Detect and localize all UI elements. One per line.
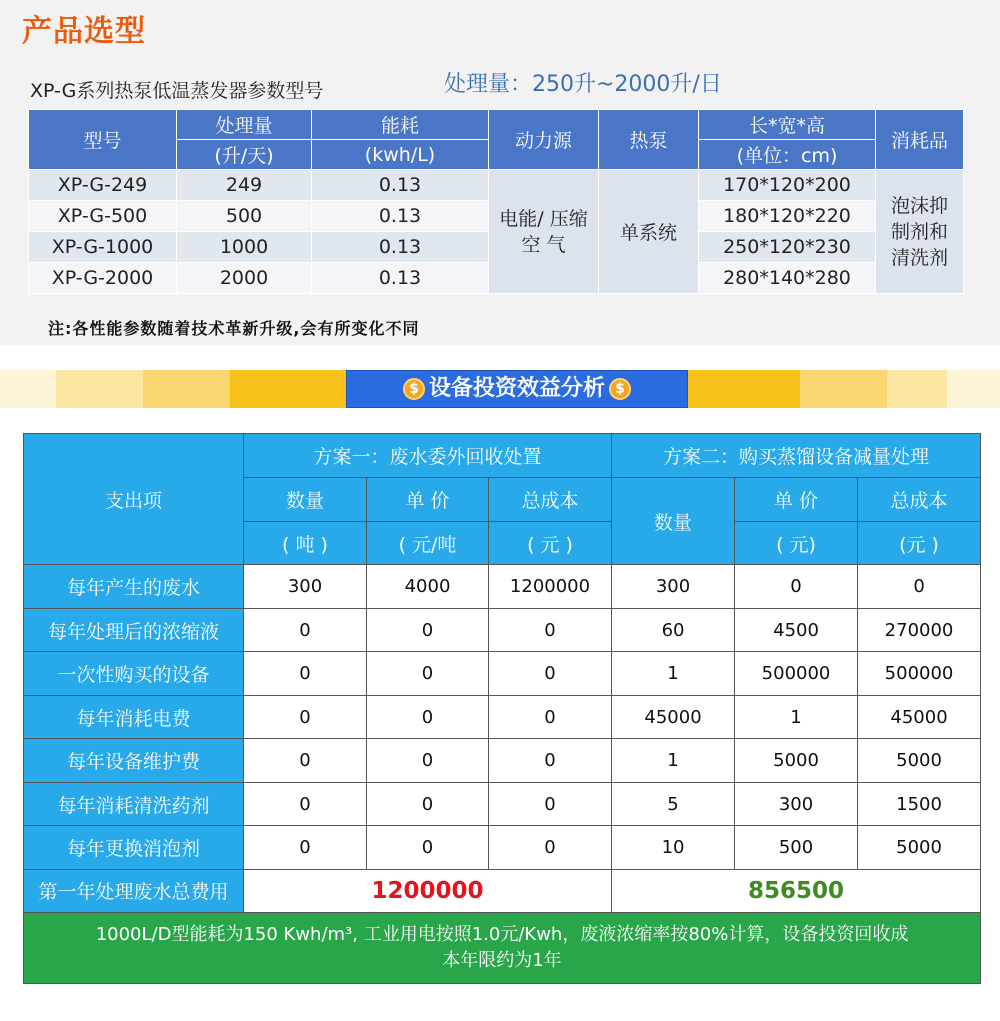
cell-a-price: 0 xyxy=(367,782,489,825)
cell-a-qty: 0 xyxy=(244,608,367,651)
cell-b-qty: 10 xyxy=(612,826,735,869)
cell-b-total: 1500 xyxy=(858,782,981,825)
cell-model: XP-G-1000 xyxy=(29,232,177,263)
banner-title xyxy=(347,371,687,407)
capacity-range: 处理量：250升~2000升/日 xyxy=(444,72,722,97)
header-plan-b: 方案二：购买蒸馏设备减量处理 xyxy=(612,434,981,478)
cell-b-total: 45000 xyxy=(858,695,981,738)
power-source-line2: 空 气 xyxy=(521,233,566,256)
cell-dimension: 280*140*280 xyxy=(699,263,876,294)
cell-a-qty: 0 xyxy=(244,782,367,825)
investment-analysis-table xyxy=(23,433,981,984)
header-model: 型号 xyxy=(29,110,177,170)
cell-a-total: 0 xyxy=(489,608,612,651)
table-row xyxy=(24,739,981,782)
header-a-price-unit: ( 元/吨 xyxy=(367,521,489,564)
cell-energy: 0.13 xyxy=(312,201,489,232)
banner-title-text: 设备投资效益分析 xyxy=(428,376,605,401)
cell-model: XP-G-500 xyxy=(29,201,177,232)
row-label: 每年产生的废水 xyxy=(24,565,244,608)
table-row xyxy=(24,608,981,651)
table-row xyxy=(24,652,981,695)
header-a-total: 总成本 xyxy=(489,478,612,521)
banner-stripe xyxy=(56,370,143,408)
cell-b-qty: 1 xyxy=(612,652,735,695)
banner-stripe xyxy=(688,370,800,408)
total-label: 第一年处理废水总费用 xyxy=(24,869,244,912)
plan-header-row xyxy=(24,434,981,478)
header-energy-unit: (kwh/L) xyxy=(312,140,489,170)
cell-a-qty: 0 xyxy=(244,826,367,869)
cell-b-total: 0 xyxy=(858,565,981,608)
cell-b-price: 5000 xyxy=(735,739,858,782)
cell-a-price: 0 xyxy=(367,739,489,782)
cell-b-total: 500000 xyxy=(858,652,981,695)
header-dimension-unit: (单位：cm) xyxy=(699,140,876,170)
cell-capacity: 500 xyxy=(177,201,312,232)
cell-energy: 0.13 xyxy=(312,263,489,294)
header-b-total-unit: (元 ) xyxy=(858,521,981,564)
footnote-line2: 本年限约为1年 xyxy=(442,950,562,972)
cell-a-total: 0 xyxy=(489,695,612,738)
banner-stripe xyxy=(800,370,887,408)
header-heat-pump: 热泵 xyxy=(599,110,699,170)
cell-b-qty: 60 xyxy=(612,608,735,651)
page-title: 产品选型 xyxy=(22,14,146,49)
cell-capacity: 1000 xyxy=(177,232,312,263)
header-b-qty: 数量 xyxy=(612,478,735,565)
total-row xyxy=(24,869,981,912)
banner-stripe xyxy=(143,370,230,408)
total-plan-a: 1200000 xyxy=(244,869,612,912)
header-capacity-unit: (升/天) xyxy=(177,140,312,170)
consumables-line1: 泡沫抑 xyxy=(890,194,948,217)
cell-a-price: 0 xyxy=(367,608,489,651)
cell-power-source xyxy=(489,170,599,294)
cell-b-total: 5000 xyxy=(858,826,981,869)
parameter-note: 注:各性能参数随着技术革新升级,会有所变化不同 xyxy=(48,319,420,338)
cell-b-price: 500000 xyxy=(735,652,858,695)
spec-table xyxy=(28,109,964,294)
header-a-qty-unit: ( 吨 ) xyxy=(244,521,367,564)
cell-b-price: 500 xyxy=(735,826,858,869)
table-row xyxy=(24,565,981,608)
cell-a-qty: 0 xyxy=(244,652,367,695)
cell-energy: 0.13 xyxy=(312,170,489,201)
cell-b-price: 1 xyxy=(735,695,858,738)
cell-a-price: 0 xyxy=(367,652,489,695)
header-expense-item: 支出项 xyxy=(24,434,244,565)
total-plan-b: 856500 xyxy=(612,869,981,912)
cell-consumables xyxy=(876,170,964,294)
spec-header-row xyxy=(29,110,964,140)
cell-b-total: 270000 xyxy=(858,608,981,651)
banner-stripe xyxy=(230,370,346,408)
row-label: 每年消耗清洗药剂 xyxy=(24,782,244,825)
header-b-total: 总成本 xyxy=(858,478,981,521)
banner-title-box xyxy=(346,370,688,408)
cell-a-total: 1200000 xyxy=(489,565,612,608)
series-subtitle: XP-G系列热泵低温蒸发器参数型号 xyxy=(30,80,324,102)
row-label: 每年更换消泡剂 xyxy=(24,826,244,869)
coin-icon: $ xyxy=(403,378,425,400)
row-label: 每年处理后的浓缩液 xyxy=(24,608,244,651)
row-label: 每年消耗电费 xyxy=(24,695,244,738)
consumables-line2: 制剂和 xyxy=(890,220,948,243)
cell-model: XP-G-2000 xyxy=(29,263,177,294)
cell-b-qty: 1 xyxy=(612,739,735,782)
row-label: 一次性购买的设备 xyxy=(24,652,244,695)
header-capacity: 处理量 xyxy=(177,110,312,140)
header-dimension: 长*宽*高 xyxy=(699,110,876,140)
banner-stripe xyxy=(887,370,947,408)
cell-b-qty: 300 xyxy=(612,565,735,608)
cell-b-total: 5000 xyxy=(858,739,981,782)
cell-dimension: 180*120*220 xyxy=(699,201,876,232)
cell-b-qty: 45000 xyxy=(612,695,735,738)
product-selection-section xyxy=(0,0,1000,345)
cell-a-qty: 300 xyxy=(244,565,367,608)
header-b-price: 单 价 xyxy=(735,478,858,521)
cell-model: XP-G-249 xyxy=(29,170,177,201)
cell-b-qty: 5 xyxy=(612,782,735,825)
cell-b-price: 300 xyxy=(735,782,858,825)
cell-a-total: 0 xyxy=(489,782,612,825)
cell-a-total: 0 xyxy=(489,652,612,695)
footnote-line1: 1000L/D型能耗为150 Kwh/m³, 工业用电按照1.0元/Kwh，废液浓缩率按80%计算，设备投资回收成 xyxy=(95,924,909,946)
footnote-row xyxy=(24,913,981,984)
cell-a-price: 4000 xyxy=(367,565,489,608)
header-plan-a: 方案一：废水委外回收处置 xyxy=(244,434,612,478)
cell-a-qty: 0 xyxy=(244,739,367,782)
cell-dimension: 170*120*200 xyxy=(699,170,876,201)
header-a-price: 单 价 xyxy=(367,478,489,521)
cell-a-total: 0 xyxy=(489,739,612,782)
footnote xyxy=(24,913,981,984)
cell-a-price: 0 xyxy=(367,826,489,869)
cell-b-price: 0 xyxy=(735,565,858,608)
cell-b-price: 4500 xyxy=(735,608,858,651)
banner-stripe xyxy=(947,370,1000,408)
banner-stripe xyxy=(0,370,56,408)
coin-icon: $ xyxy=(609,378,631,400)
cell-dimension: 250*120*230 xyxy=(699,232,876,263)
table-row xyxy=(29,170,964,201)
table-row xyxy=(24,826,981,869)
consumables-line3: 清洗剂 xyxy=(890,246,948,269)
cell-a-price: 0 xyxy=(367,695,489,738)
cell-energy: 0.13 xyxy=(312,232,489,263)
header-a-qty: 数量 xyxy=(244,478,367,521)
cell-capacity: 249 xyxy=(177,170,312,201)
header-b-price-unit: ( 元) xyxy=(735,521,858,564)
header-power-source: 动力源 xyxy=(489,110,599,170)
row-label: 每年设备维护费 xyxy=(24,739,244,782)
cell-a-total: 0 xyxy=(489,826,612,869)
cell-capacity: 2000 xyxy=(177,263,312,294)
header-a-total-unit: ( 元 ) xyxy=(489,521,612,564)
table-row xyxy=(24,782,981,825)
header-consumables: 消耗品 xyxy=(876,110,964,170)
power-source-line1: 电能/ 压缩 xyxy=(499,207,588,230)
cell-heat-pump: 单系统 xyxy=(599,170,699,294)
table-row xyxy=(24,695,981,738)
cell-a-qty: 0 xyxy=(244,695,367,738)
header-energy: 能耗 xyxy=(312,110,489,140)
